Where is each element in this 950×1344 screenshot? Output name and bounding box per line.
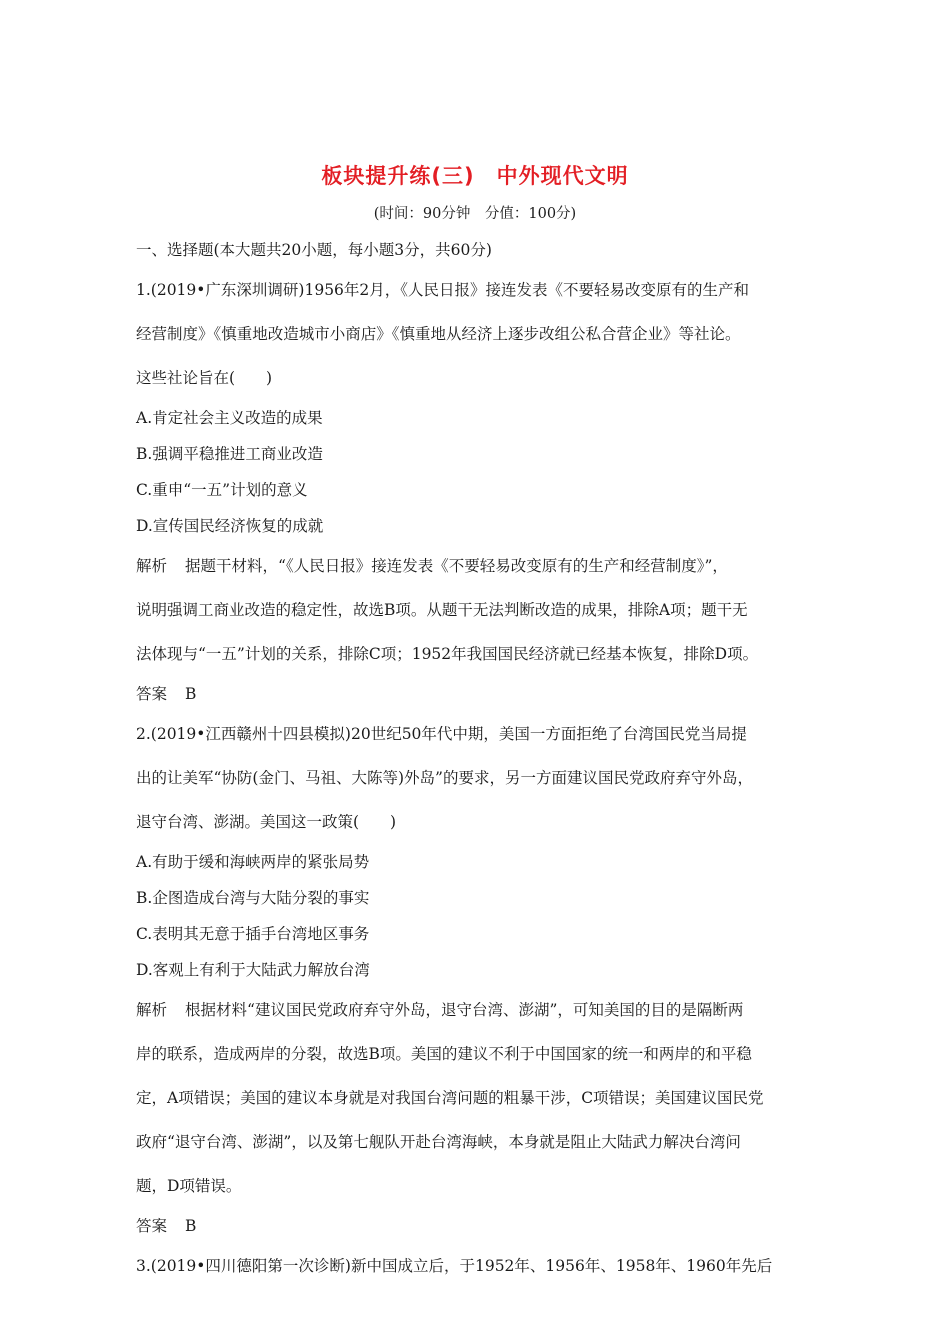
- analysis-line: 定，A项错误；美国的建议本身就是对我国台湾问题的粗暴干涉，C项错误；美国建议国民党: [136, 1089, 764, 1107]
- analysis-line: 说明强调工商业改造的稳定性，故选B项。从题干无法判断改造的成果，排除A项；题干无: [136, 601, 748, 619]
- analysis-line: 政府“退守台湾、澎湖”，以及第七舰队开赴台湾海峡，本身就是阻止大陆武力解决台湾问: [136, 1133, 741, 1151]
- analysis-label: 解析: [136, 557, 168, 575]
- analysis-text: 据题干材料，“《人民日报》接连发表《不要轻易改变原有的生产和经营制度》”，: [185, 557, 728, 575]
- question-stem-line: 这些社论旨在( ): [136, 369, 273, 387]
- question-2: [136, 712, 826, 1244]
- answer-value: B: [185, 685, 197, 703]
- page-title: 板块提升练(三) 中外现代文明: [321, 164, 629, 188]
- option-c: C.重申“一五”计划的意义: [136, 481, 308, 499]
- document-body: [136, 232, 826, 1288]
- question-stem-line: 退守台湾、澎湖。美国这一政策( ): [136, 813, 397, 831]
- option-c: C.表明其无意于插手台湾地区事务: [136, 925, 370, 943]
- answer-label: 答案: [136, 1217, 168, 1235]
- option-b: B.强调平稳推进工商业改造: [136, 445, 323, 463]
- analysis-line: 法体现与“一五”计划的关系，排除C项；1952年我国国民经济就已经基本恢复，排除D项。: [136, 645, 759, 663]
- option-a: A.有助于缓和海峡两岸的紧张局势: [136, 853, 370, 871]
- answer-line: [136, 1208, 826, 1244]
- answer-label: 答案: [136, 685, 168, 703]
- answer-line: [136, 676, 826, 712]
- question-1: [136, 268, 826, 712]
- analysis-line: [136, 544, 826, 588]
- analysis-line: 题，D项错误。: [136, 1177, 242, 1195]
- option-a: A.肯定社会主义改造的成果: [136, 409, 323, 427]
- option-d: D.客观上有利于大陆武力解放台湾: [136, 961, 370, 979]
- analysis-text: 根据材料“建议国民党政府弃守外岛，退守台湾、澎湖”，可知美国的目的是隔断两: [185, 1001, 744, 1019]
- analysis-line: [136, 988, 826, 1032]
- analysis-line: 岸的联系，造成两岸的分裂，故选B项。美国的建议不利于中国国家的统一和两岸的和平稳: [136, 1045, 752, 1063]
- question-3: [136, 1244, 826, 1288]
- question-stem-line: 1.(2019•广东深圳调研)1956年2月，《人民日报》接连发表《不要轻易改变原有的生产和: [136, 281, 750, 299]
- question-stem-line: 经营制度》《慎重地改造城市小商店》《慎重地从经济上逐步改组公私合营企业》等社论。: [136, 325, 741, 343]
- question-stem-line: 2.(2019•江西赣州十四县模拟)20世纪50年代中期，美国一方面拒绝了台湾国民党当局提: [136, 725, 747, 743]
- answer-value: B: [185, 1217, 197, 1235]
- option-d: D.宣传国民经济恢复的成就: [136, 517, 324, 535]
- question-stem-line: 3.(2019•四川德阳第一次诊断)新中国成立后，于1952年、1956年、1958年、1960年先后: [136, 1257, 773, 1275]
- page-subtitle: (时间：90分钟 分值：100分): [373, 206, 577, 222]
- option-b: B.企图造成台湾与大陆分裂的事实: [136, 889, 370, 907]
- question-stem-line: 出的让美军“协防(金门、马祖、大陈等)外岛”的要求，另一方面建议国民党政府弃守外岛，: [136, 769, 753, 787]
- section-heading: 一、选择题(本大题共20小题，每小题3分，共60分): [136, 241, 492, 259]
- analysis-label: 解析: [136, 1001, 168, 1019]
